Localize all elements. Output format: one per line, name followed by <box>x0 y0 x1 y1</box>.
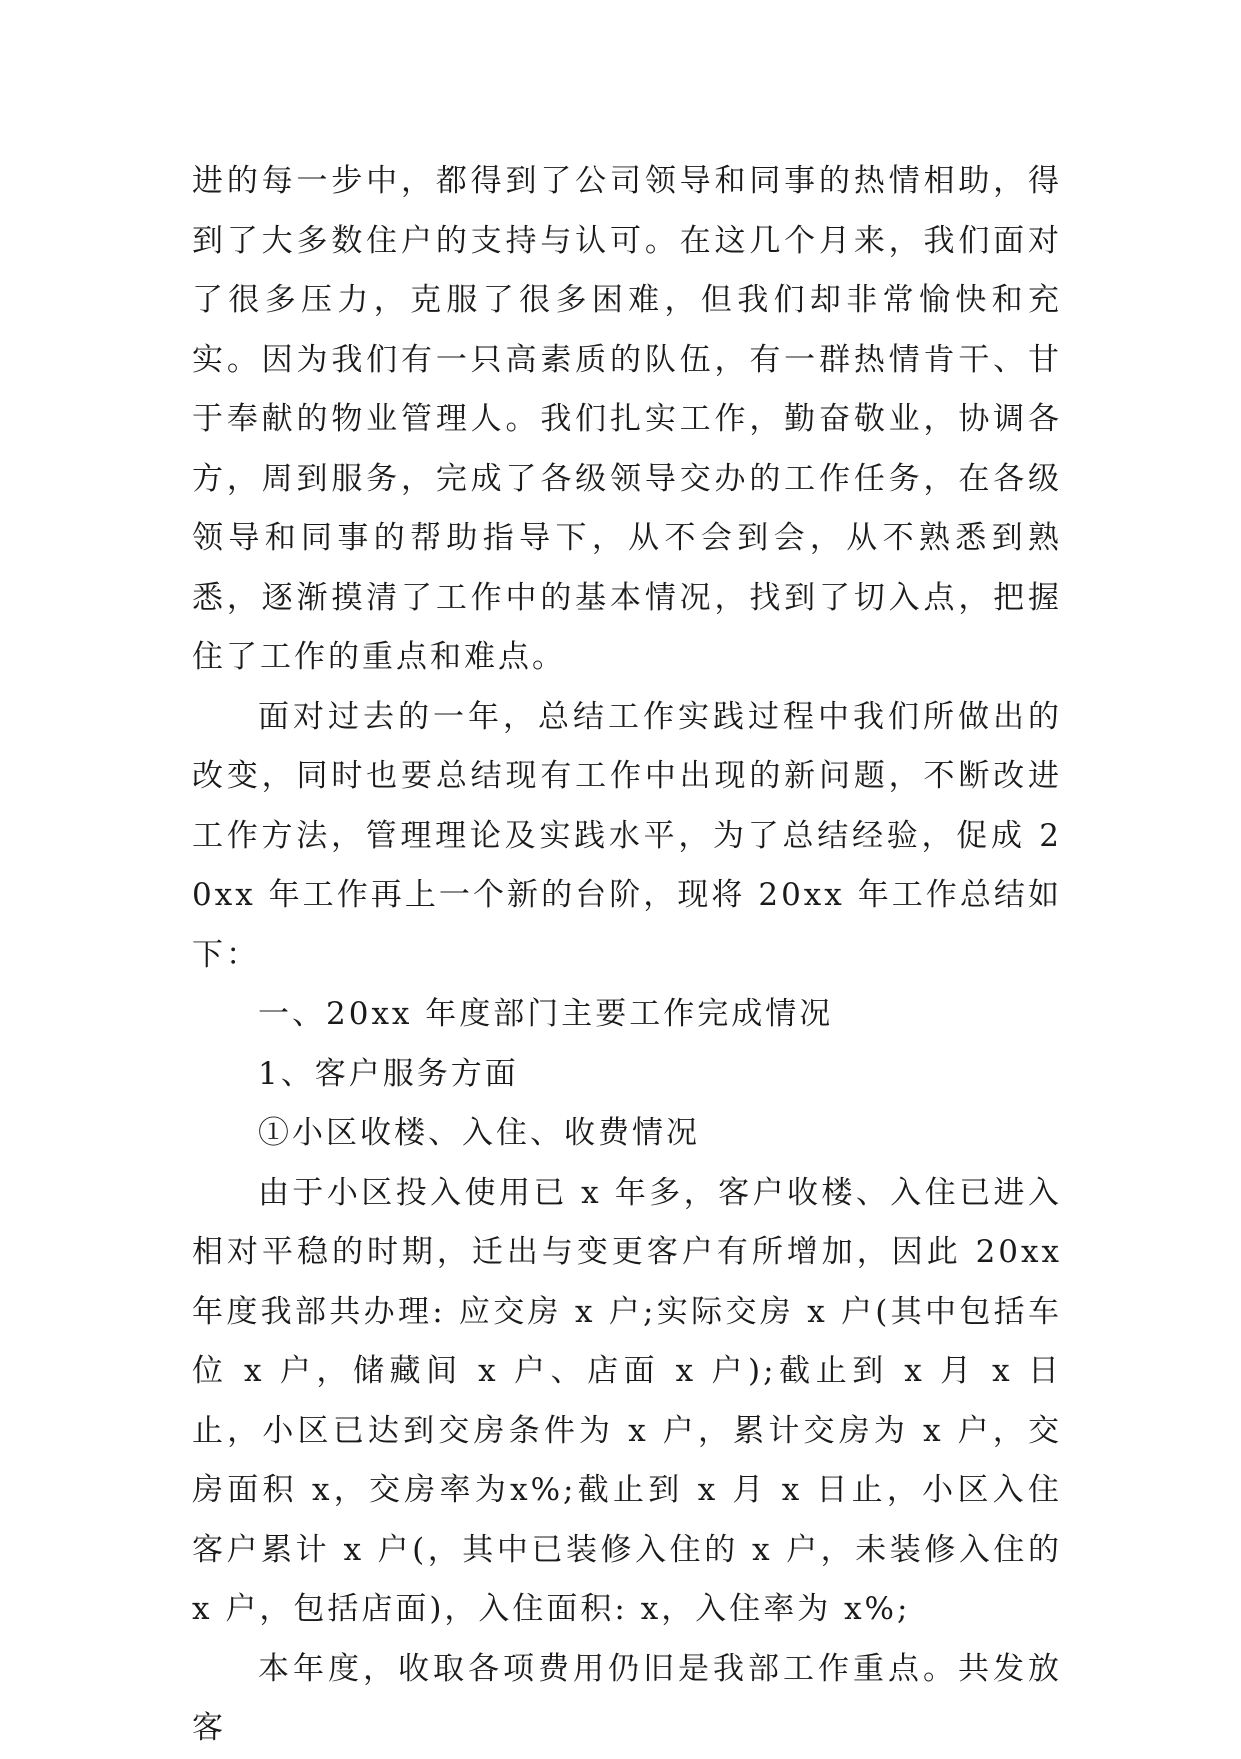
subsection-heading-customer-service: 1、客户服务方面 <box>258 1055 519 1092</box>
paragraph-handover-stats: 由于小区投入使用已 x 年多，客户收楼、入住已进入相对平稳的时期，迁出与变更客户有所增加，因此 20xx 年度我部共办理: 应交房 x 户;实际交房 x 户(其中包括车位 x 户，储藏间 x 户、店面 x 户);截止到 x 月 x 日止，小区已达到交房条件为 x 户，累计交房为 x 户，交房面积 x，交房率为x%;截止到 x 月 x 日止，小区入住客户累计 x 户(，其中已装修入住的 x 户，未装修入住的 x 户，包括店面)，入住面积: x，入住率为 x%; <box>192 1174 1062 1627</box>
paragraph-review-purpose: 面对过去的一年，总结工作实践过程中我们所做出的改变，同时也要总结现有工作中出现的新问题，不断改进工作方法，管理理论及实践水平，为了总结经验，促成 20xx 年工作再上一个新的台阶，现将 20xx 年工作总结如下： <box>192 698 1062 973</box>
section-heading-main-work: 一、20xx 年度部门主要工作完成情况 <box>258 996 834 1032</box>
item-heading-handover-occupancy-fees: ①小区收楼、入住、收费情况 <box>258 1115 700 1151</box>
paragraph-fee-collection: 本年度，收取各项费用仍旧是我部工作重点。共发放客 <box>192 1650 1062 1746</box>
document-body <box>192 152 1062 1759</box>
paragraph-continued-intro: 进的每一步中，都得到了公司领导和同事的热情相助，得到了大多数住户的支持与认可。在这几个月来，我们面对了很多压力，克服了很多困难，但我们却非常愉快和充实。因为我们有一只高素质的队伍，有一群热情肯干、甘于奉献的物业管理人。我们扎实工作，勤奋敬业，协调各方，周到服务，完成了各级领导交办的工作任务，在各级领导和同事的帮助指导下，从不会到会，从不熟悉到熟悉，逐渐摸清了工作中的基本情况，找到了切入点，把握住了工作的重点和难点。 <box>192 163 1062 675</box>
